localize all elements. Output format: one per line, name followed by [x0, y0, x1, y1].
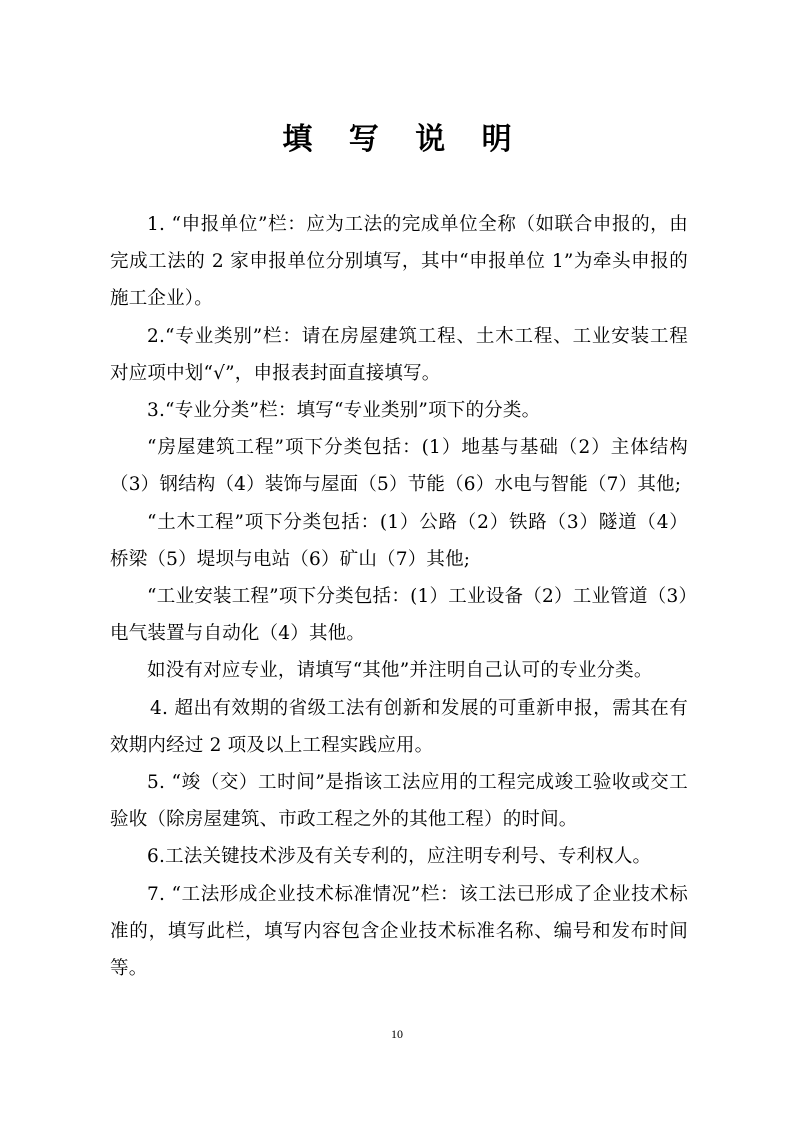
building-category-list: “房屋建筑工程”项下分类包括：(1）地基与基础（2）主体结构（3）钢结构（4）装饰与屋面（5）节能（6）水电与智能（7）其他; [110, 437, 688, 496]
instruction-item-7: 7. “工法形成企业技术标准情况”栏：该工法已形成了企业技术标准的，填写此栏，填写内容包含企业技术标准名称、编号和发布时间等。 [110, 883, 688, 980]
instructions-body [110, 206, 688, 987]
instruction-item-6: 6.工法关键技术涉及有关专利的，应注明专利号、专利权人。 [147, 846, 652, 868]
page-number: 10 [391, 1027, 403, 1041]
instruction-item-4: 4. 超出有效期的省级工法有创新和发展的可重新申报，需其在有效期内经过 2 项及以上工程实践应用。 [110, 697, 688, 756]
civil-category-list: “土木工程”项下分类包括：(1）公路（2）铁路（3）隧道（4）桥梁（5）堤坝与电站（6）矿山（7）其他; [110, 511, 688, 570]
page-title: 填 写 说 明 [282, 122, 525, 157]
industrial-category-list: “工业安装工程”项下分类包括：(1）工业设备（2）工业管道（3）电气装置与自动化（4）其他。 [110, 586, 688, 645]
instruction-item-5: 5. “竣（交）工时间”是指该工法应用的工程完成竣工验收或交工验收（除房屋建筑、市政工程之外的其他工程）的时间。 [110, 772, 688, 831]
instruction-item-2: 2.“专业类别”栏：请在房屋建筑工程、土木工程、工业安装工程对应项中划“√”，申报表封面直接填写。 [110, 325, 688, 384]
instruction-item-1: 1. “申报单位”栏：应为工法的完成单位全称（如联合申报的，由完成工法的 2 家申报单位分别填写，其中“申报单位 1”为牵头申报的施工企业）。 [110, 214, 688, 310]
instruction-item-3: 3.“专业分类”栏：填写“专业类别”项下的分类。 [147, 400, 541, 422]
other-category-note: 如没有对应专业，请填写“其他”并注明自己认可的专业分类。 [147, 660, 653, 682]
